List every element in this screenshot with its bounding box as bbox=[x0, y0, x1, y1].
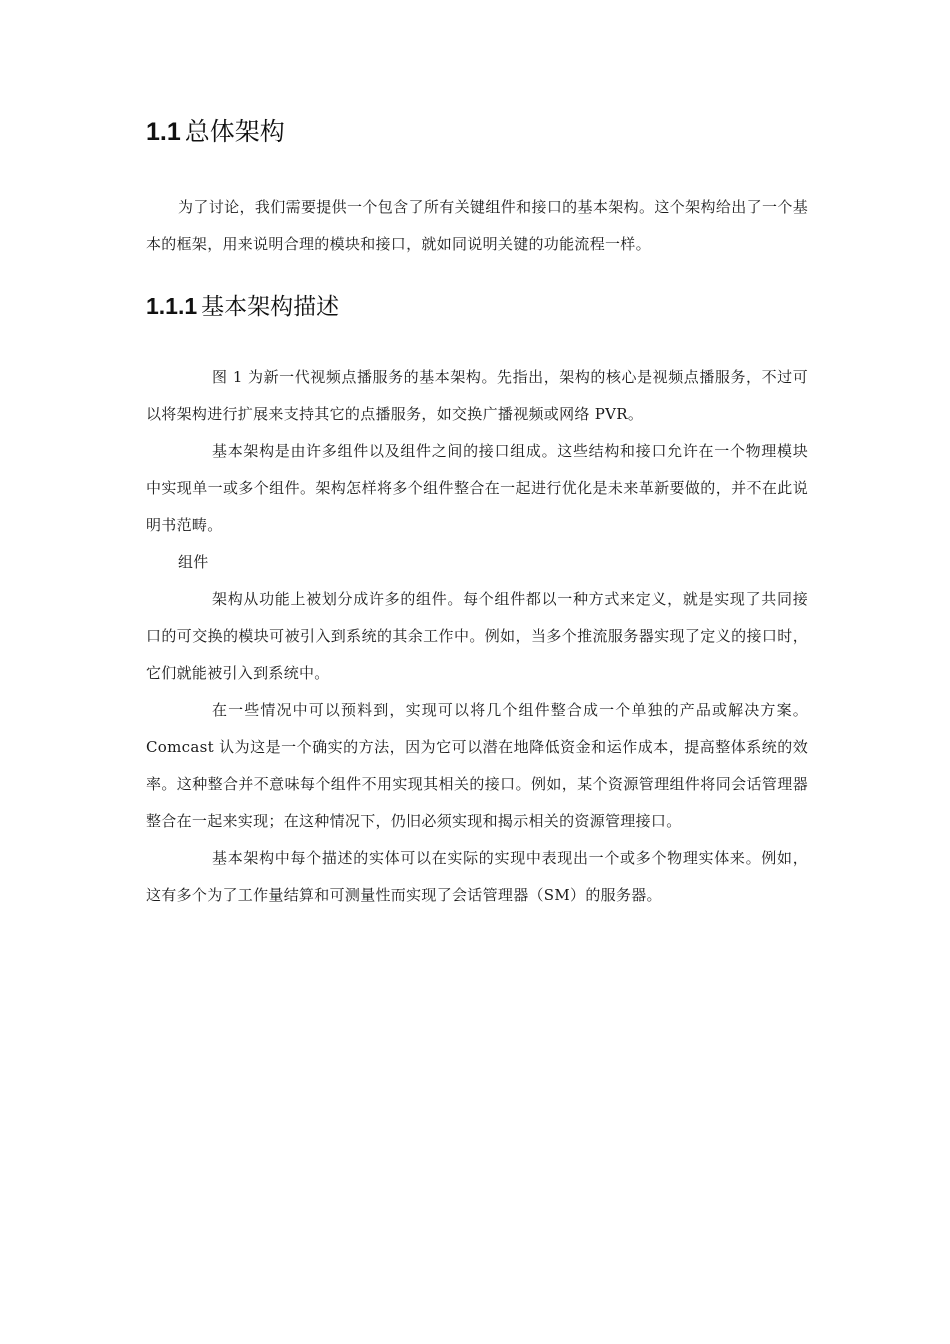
body-paragraph: 在一些情况中可以预料到，实现可以将几个组件整合成一个单独的产品或解决方案。Comcast 认为这是一个确实的方法，因为它可以潜在地降低资金和运作成本，提高整体系统的效率。这种整合并不意味每个组件不用实现其相关的接口。例如，某个资源管理组件将同会话管理器整合在一起来实现；在这种情况下，仍旧必须实现和揭示相关的资源管理接口。 bbox=[146, 701, 808, 830]
section-title: 总体架构 bbox=[184, 117, 285, 146]
subsection-number: 1.1.1 bbox=[146, 293, 198, 319]
body-paragraph: 基本架构是由许多组件以及组件之间的接口组成。这些结构和接口允许在一个物理模块中实现单一或多个组件。架构怎样将多个组件整合在一起进行优化是未来革新要做的，并不在此说明书范畴。 bbox=[146, 442, 808, 534]
subsection-title: 基本架构描述 bbox=[201, 294, 340, 320]
spacer bbox=[146, 327, 808, 359]
body-paragraph: 基本架构中每个描述的实体可以在实际的实现中表现出一个或多个物理实体来。例如，这有多个为了工作量结算和可测量性而实现了会话管理器（SM）的服务器。 bbox=[146, 849, 808, 904]
section-number: 1.1 bbox=[146, 118, 181, 146]
spacer bbox=[146, 152, 808, 189]
section-heading bbox=[146, 112, 808, 152]
body-paragraph: 架构从功能上被划分成许多的组件。每个组件都以一种方式来定义，就是实现了共同接口的可交换的模块可被引入到系统的其余工作中。例如，当多个推流服务器实现了定义的接口时，它们就能被引入到系统中。 bbox=[146, 590, 808, 682]
document-body bbox=[146, 112, 808, 914]
section-intro-paragraph: 为了讨论，我们需要提供一个包含了所有关键组件和接口的基本架构。这个架构给出了一个基本的框架，用来说明合理的模块和接口，就如同说明关键的功能流程一样。 bbox=[146, 198, 808, 253]
subsection-heading bbox=[146, 286, 808, 327]
body-paragraph: 图 1 为新一代视频点播服务的基本架构。先指出，架构的核心是视频点播服务，不过可以将架构进行扩展来支持其它的点播服务，如交换广播视频或网络 PVR。 bbox=[146, 368, 808, 423]
component-label: 组件 bbox=[178, 553, 209, 571]
